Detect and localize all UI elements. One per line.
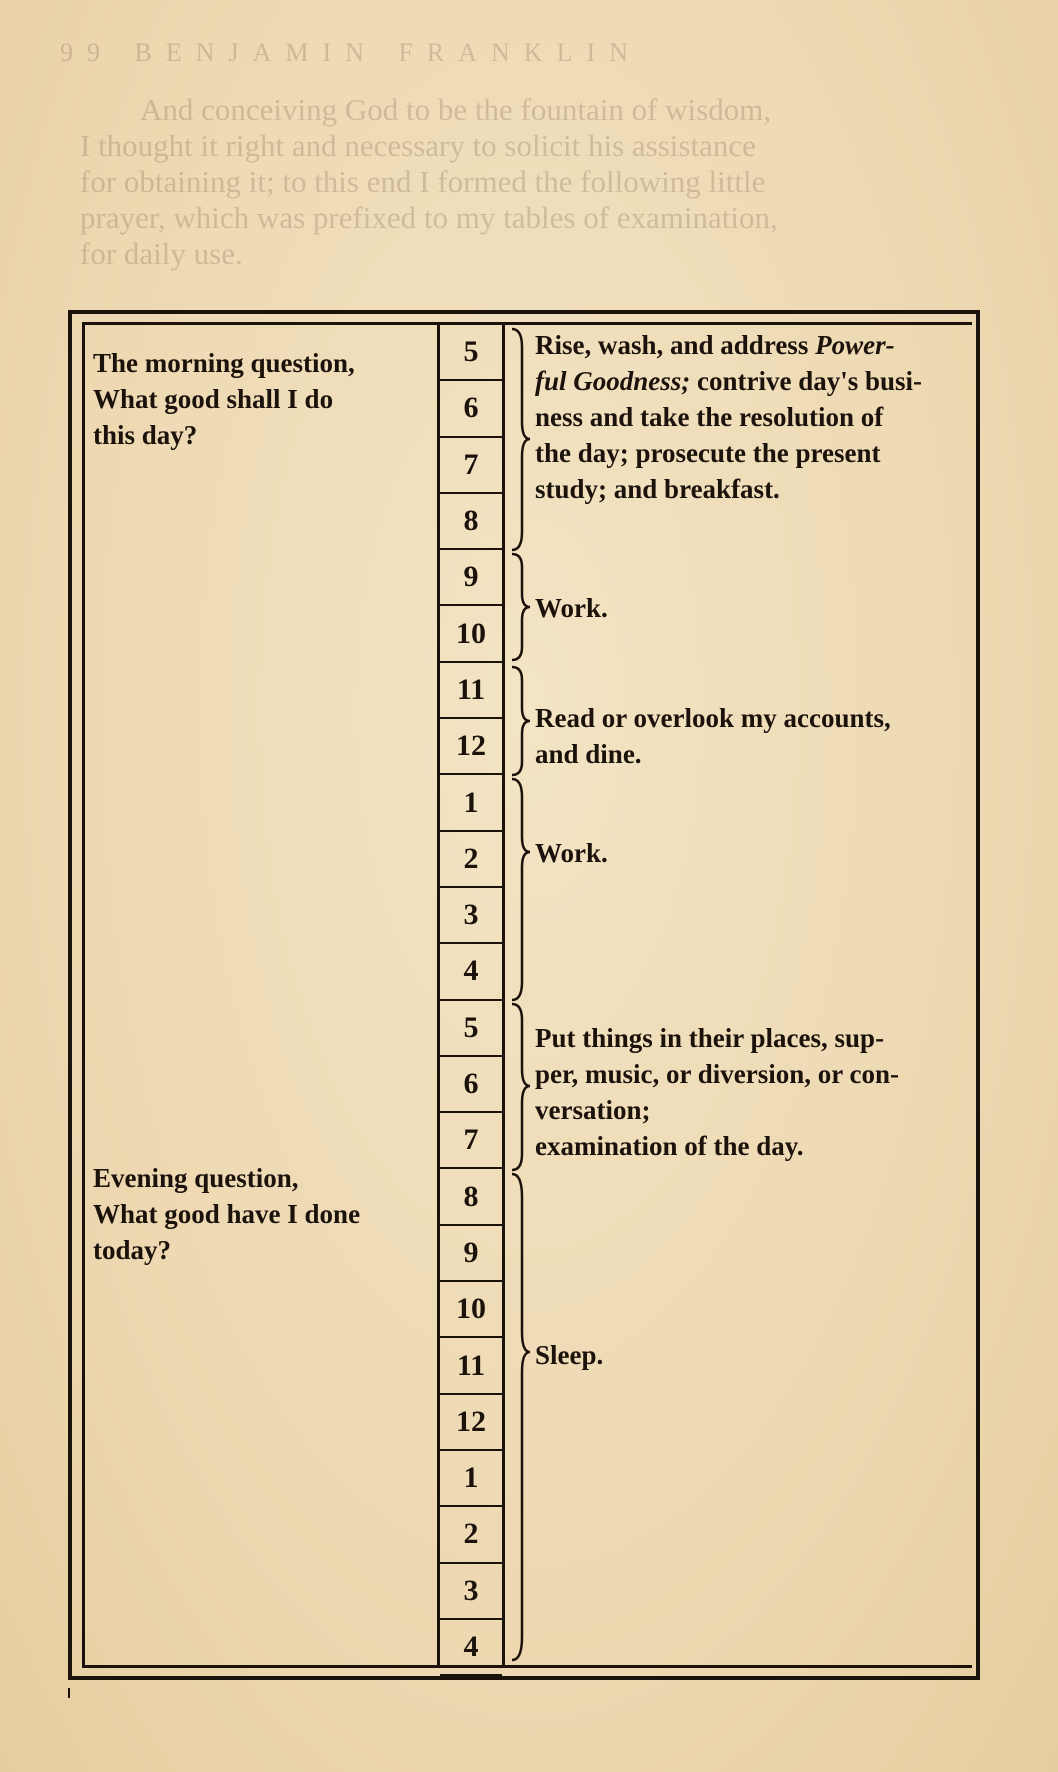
bracket-sleep [510, 1172, 532, 1662]
activity-line: versation; [535, 1095, 651, 1125]
hour-cell: 2 [440, 832, 502, 888]
bracket-dine [510, 665, 532, 777]
bracket-morning [510, 327, 532, 552]
morning-question-line: What good shall I do [93, 384, 334, 414]
morning-question-line: this day? [93, 420, 198, 450]
hour-cell: 10 [440, 1282, 502, 1338]
hour-cell: 4 [440, 1620, 502, 1676]
hour-cell: 9 [440, 1226, 502, 1282]
schedule-inner-frame [82, 322, 972, 1668]
hour-cell: 7 [440, 438, 502, 494]
bracket-evening [510, 1002, 532, 1172]
hour-cell: 7 [440, 1113, 502, 1169]
hour-cell: 11 [440, 663, 502, 719]
activity-sleep: Sleep. [535, 1340, 604, 1370]
morning-question-line: The morning question, [93, 348, 355, 378]
activity-line: examination of the day. [535, 1131, 804, 1161]
activity-text: Rise, wash, and address [535, 330, 816, 360]
activity-accounts-dine [535, 700, 975, 772]
activity-text: ness and take the resolution of [535, 402, 884, 432]
activity-line [535, 327, 975, 363]
hour-cell: 10 [440, 607, 502, 663]
morning-question [93, 345, 423, 453]
page-mark [68, 1688, 70, 1698]
hour-cell: 3 [440, 888, 502, 944]
activity-work-morning: Work. [535, 593, 608, 623]
evening-question-line: Evening question, [93, 1163, 299, 1193]
evening-question-line: today? [93, 1235, 172, 1265]
bracket-work-1 [510, 552, 532, 662]
hour-cell: 6 [440, 381, 502, 437]
activity-italic-text: ful Goodness; [535, 366, 691, 396]
hour-cell: 12 [440, 719, 502, 775]
activity-evening-routine [535, 1020, 975, 1164]
evening-question [93, 1160, 423, 1268]
activity-text: study; and breakfast. [535, 474, 780, 504]
evening-question-line: What good have I done [93, 1199, 361, 1229]
hour-cell: 1 [440, 1451, 502, 1507]
bleed-page-header: 99 BENJAMIN FRANKLIN [60, 38, 642, 67]
activity-line [535, 435, 975, 471]
hour-cell: 11 [440, 1338, 502, 1394]
hour-cell: 5 [440, 1001, 502, 1057]
bleed-line: prayer, which was prefixed to my tables of examination, [80, 200, 778, 235]
activity-line: Put things in their places, sup- [535, 1023, 885, 1053]
hour-cell: 3 [440, 1564, 502, 1620]
hour-cell: 12 [440, 1395, 502, 1451]
hour-cell: 5 [440, 325, 502, 381]
hour-cell: 1 [440, 775, 502, 831]
hour-cell: 9 [440, 550, 502, 606]
bracket-work-2 [510, 777, 532, 1002]
hours-column [437, 325, 505, 1665]
activity-line [535, 471, 975, 507]
activity-line: Read or overlook my accounts, [535, 703, 891, 733]
bleed-line: for daily use. [80, 236, 243, 271]
daily-schedule-table [68, 310, 980, 1680]
bleed-line: I thought it right and necessary to solicit his assistance [80, 128, 756, 163]
activity-text: contrive day's busi- [690, 366, 923, 396]
activity-work-afternoon: Work. [535, 838, 608, 868]
hour-cell: 2 [440, 1507, 502, 1563]
hour-cell: 8 [440, 494, 502, 550]
bleed-line: for obtaining it; to this end I formed the following little [80, 164, 766, 199]
activity-line [535, 399, 975, 435]
activity-italic-text: Power- [815, 330, 895, 360]
hour-cell: 4 [440, 944, 502, 1000]
hour-cell: 8 [440, 1170, 502, 1226]
activity-line: and dine. [535, 739, 642, 769]
activity-morning-routine [535, 327, 975, 507]
bleed-line: And conceiving God to be the fountain of wisdom, [140, 92, 772, 127]
activity-line [535, 363, 975, 399]
activity-line: per, music, or diversion, or con- [535, 1059, 899, 1089]
hour-cell: 6 [440, 1057, 502, 1113]
activity-text: the day; prosecute the present [535, 438, 881, 468]
